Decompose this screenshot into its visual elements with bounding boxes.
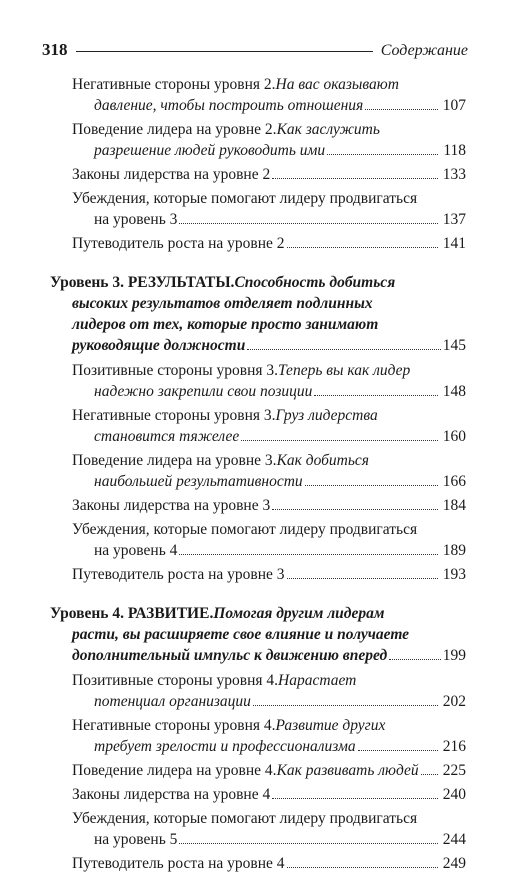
toc-page-number: 107 — [442, 97, 466, 114]
table-of-contents — [44, 74, 466, 877]
section-subtitle: Помогая другим лидерам — [213, 605, 385, 622]
toc-page-number: 166 — [442, 473, 466, 490]
toc-line — [72, 691, 466, 712]
entry-title: Поведение лидера на уровне 3. — [72, 452, 277, 469]
toc-line — [72, 853, 466, 874]
toc-page-number: 145 — [442, 337, 466, 354]
toc-line — [50, 624, 466, 645]
entry-subtitle: потенциал организации — [94, 693, 251, 710]
toc-page-number: 249 — [442, 855, 466, 872]
entry-subtitle: Как заслужить — [276, 121, 380, 138]
toc-section-heading — [44, 272, 466, 356]
dot-leader — [241, 440, 438, 441]
toc-line — [72, 808, 466, 829]
entry-subtitle: Нарастает — [278, 672, 357, 689]
toc-page-number: 148 — [442, 383, 466, 400]
toc-page-number: 133 — [442, 166, 466, 183]
entry-subtitle: Как добиться — [276, 452, 369, 469]
toc-entry — [44, 760, 466, 781]
running-header — [42, 40, 468, 66]
toc-section-heading — [44, 603, 466, 666]
dot-leader — [272, 178, 438, 179]
toc-page-number: 225 — [442, 762, 466, 779]
dot-leader — [287, 867, 438, 868]
toc-page-number: 240 — [442, 786, 466, 803]
toc-line — [72, 95, 466, 116]
toc-page-number: 141 — [442, 235, 466, 252]
toc-entry — [44, 808, 466, 850]
entry-subtitle: На вас оказывают — [275, 76, 399, 93]
entry-title: Негативные стороны уровня 3. — [72, 407, 276, 424]
toc-entry — [44, 164, 466, 185]
toc-entry — [44, 74, 466, 116]
toc-line — [72, 540, 466, 561]
entry-subtitle: наибольшей результативности — [94, 473, 303, 490]
toc-line — [50, 603, 466, 624]
toc-entry — [44, 360, 466, 402]
toc-page-number: 244 — [442, 831, 466, 848]
entry-subtitle: Развитие других — [275, 717, 386, 734]
toc-line — [72, 519, 466, 540]
dot-leader — [365, 109, 438, 110]
toc-line — [72, 188, 466, 209]
dot-leader — [179, 843, 438, 844]
page-number: 318 — [42, 40, 68, 59]
dot-leader — [287, 578, 438, 579]
section-title: Уровень 3. РЕЗУЛЬТАТЫ. — [50, 274, 235, 291]
toc-line — [72, 381, 466, 402]
section-subtitle: руководящие должности — [72, 337, 246, 354]
toc-line — [72, 736, 466, 757]
toc-line — [72, 405, 466, 426]
dot-leader — [272, 798, 438, 799]
entry-title: на уровень 5 — [94, 831, 178, 848]
section-subtitle: высоких результатов отделяет подлинных — [72, 295, 373, 312]
toc-line — [72, 450, 466, 471]
toc-page-number: 137 — [442, 211, 466, 228]
entry-subtitle: требует зрелости и профессионализма — [94, 738, 356, 755]
toc-line — [72, 140, 466, 161]
dot-leader — [247, 349, 440, 350]
toc-entry — [44, 188, 466, 230]
section-subtitle: лидеров от тех, которые просто занимают — [72, 316, 379, 333]
dot-leader — [253, 705, 438, 706]
dot-leader — [327, 154, 438, 155]
dot-leader — [179, 223, 438, 224]
dot-leader — [314, 395, 438, 396]
entry-title: Законы лидерства на уровне 2 — [72, 166, 271, 183]
toc-line — [72, 119, 466, 140]
toc-line — [50, 272, 466, 293]
entry-title: Убеждения, которые помогают лидеру продвигаться — [72, 810, 418, 827]
entry-title: Путеводитель роста на уровне 3 — [72, 566, 285, 583]
toc-page-number: 199 — [442, 647, 466, 664]
toc-entry — [44, 119, 466, 161]
toc-line — [72, 209, 466, 230]
entry-title: Путеводитель роста на уровне 2 — [72, 235, 285, 252]
toc-line — [72, 670, 466, 691]
toc-line — [72, 829, 466, 850]
section-subtitle: Способность добиться — [234, 274, 396, 291]
toc-entry — [44, 564, 466, 585]
toc-page-number: 216 — [442, 738, 466, 755]
section-subtitle: расти, вы расширяете свое влияние и получаете — [72, 626, 410, 643]
toc-entry — [44, 405, 466, 447]
entry-subtitle: Как развивать людей — [276, 762, 419, 779]
entry-title: Убеждения, которые помогают лидеру продвигаться — [72, 521, 418, 538]
dot-leader — [421, 774, 438, 775]
toc-entry — [44, 233, 466, 254]
entry-title: Поведение лидера на уровне 2. — [72, 121, 277, 138]
toc-entry — [44, 495, 466, 516]
entry-subtitle: Груз лидерства — [275, 407, 378, 424]
entry-title: на уровень 3 — [94, 211, 178, 228]
toc-page-number: 193 — [442, 566, 466, 583]
entry-title: Негативные стороны уровня 4. — [72, 717, 276, 734]
toc-entry — [44, 853, 466, 874]
entry-title: Негативные стороны уровня 2. — [72, 76, 276, 93]
toc-line — [72, 233, 466, 254]
entry-title: Поведение лидера на уровне 4. — [72, 762, 277, 779]
running-title: Содержание — [380, 42, 468, 59]
toc-line — [72, 74, 466, 95]
toc-entry — [44, 715, 466, 757]
entry-title: Позитивные стороны уровня 4. — [72, 672, 278, 689]
toc-line — [72, 784, 466, 805]
entry-subtitle: надежно закрепили свои позиции — [94, 383, 313, 400]
section-subtitle: дополнительный импульс к движению вперед — [72, 647, 388, 664]
dot-leader — [287, 247, 438, 248]
toc-page-number: 118 — [443, 142, 466, 159]
entry-title: Позитивные стороны уровня 3. — [72, 362, 278, 379]
dot-leader — [389, 659, 441, 660]
toc-line — [50, 314, 466, 335]
toc-page-number: 160 — [442, 428, 466, 445]
entry-title: Законы лидерства на уровне 4 — [72, 786, 271, 803]
toc-line — [72, 495, 466, 516]
toc-line — [50, 293, 466, 314]
toc-entry — [44, 450, 466, 492]
toc-line — [72, 760, 466, 781]
toc-page-number: 202 — [442, 693, 466, 710]
entry-subtitle: становится тяжелее — [94, 428, 240, 445]
toc-entry — [44, 784, 466, 805]
entry-title: Убеждения, которые помогают лидеру продвигаться — [72, 190, 418, 207]
toc-line — [72, 715, 466, 736]
dot-leader — [358, 750, 438, 751]
entry-title: Путеводитель роста на уровне 4 — [72, 855, 285, 872]
toc-page-number: 184 — [442, 497, 466, 514]
entry-subtitle: разрешение людей руководить ими — [94, 142, 326, 159]
toc-page-number: 189 — [442, 542, 466, 559]
toc-line — [72, 564, 466, 585]
toc-line — [72, 471, 466, 492]
entry-title: на уровень 4 — [94, 542, 178, 559]
entry-title: Законы лидерства на уровне 3 — [72, 497, 271, 514]
dot-leader — [272, 509, 438, 510]
toc-line — [72, 164, 466, 185]
header-rule — [76, 51, 373, 52]
dot-leader — [179, 554, 438, 555]
dot-leader — [305, 485, 438, 486]
toc-line — [72, 426, 466, 447]
toc-line — [72, 360, 466, 381]
entry-subtitle: давление, чтобы построить отношения — [94, 97, 364, 114]
toc-entry — [44, 519, 466, 561]
toc-line — [50, 645, 466, 666]
section-title: Уровень 4. РАЗВИТИЕ. — [50, 605, 214, 622]
entry-subtitle: Теперь вы как лидер — [278, 362, 411, 379]
toc-entry — [44, 670, 466, 712]
toc-line — [50, 335, 466, 356]
